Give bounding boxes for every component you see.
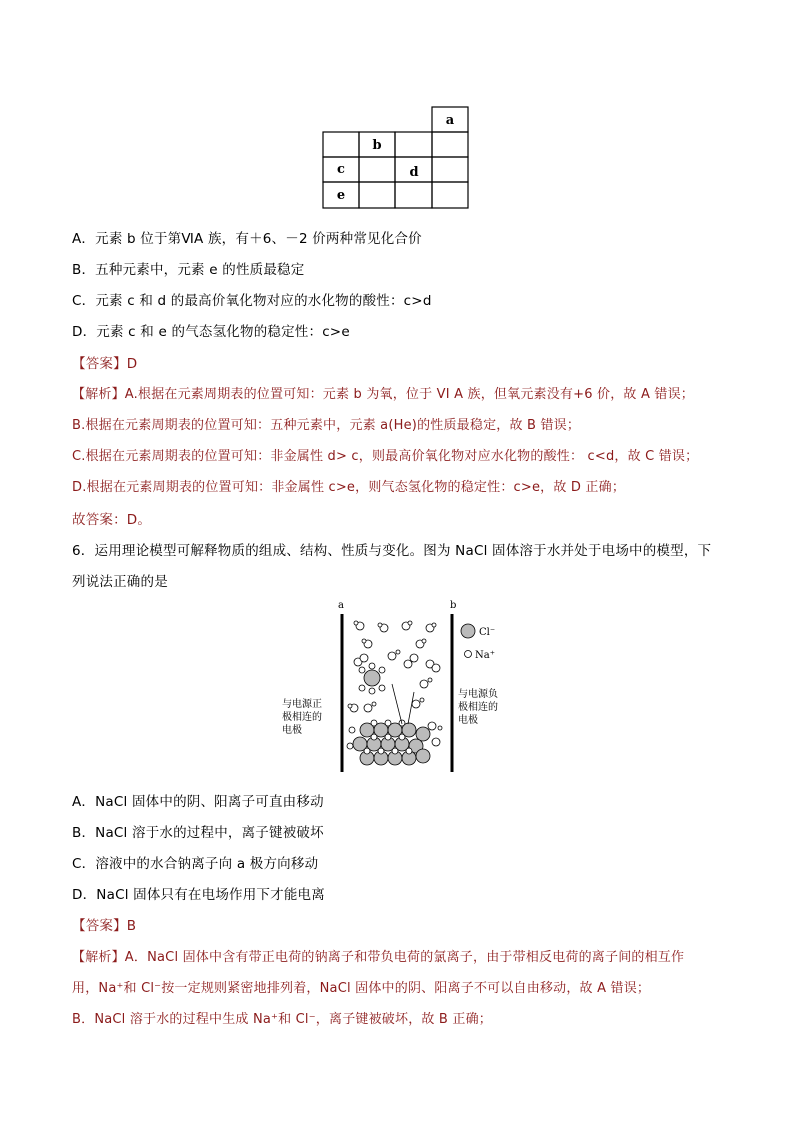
- legend-cl-label: Cl⁻: [479, 627, 496, 638]
- q5-option-a: A．元素 b 位于第ⅥA 族，有＋6、－2 价两种常见化合价: [72, 231, 422, 247]
- cell-c: c: [337, 162, 345, 177]
- electrode-a-label: a: [338, 600, 344, 611]
- left-electrode-label-2: 极相连的: [282, 712, 322, 723]
- q6-answer: 【答案】B: [72, 918, 137, 934]
- left-electrode-label-1: 与电源正: [282, 699, 322, 710]
- q6-option-b: B．NaCl 溶于水的过程中，离子键被破坏: [72, 825, 324, 841]
- electrode-b-label: b: [450, 600, 457, 611]
- q5-option-b: B．五种元素中，元素 e 的性质最稳定: [72, 262, 305, 278]
- nacl-electric-field-diagram: [280, 596, 520, 776]
- q5-final: 故答案：D。: [72, 512, 152, 528]
- q5-answer: 【答案】D: [72, 356, 138, 372]
- q5-explanation-d: D.根据在元素周期表的位置可知：非金属性 c>e，则气态氢化物的稳定性：c>e，故 D 正确；: [72, 480, 626, 495]
- q6-option-a: A．NaCl 固体中的阴、阳离子可直由移动: [72, 794, 324, 810]
- q6-explanation-line1: 【解析】A．NaCl 固体中含有带正电荷的钠离子和带负电荷的氯离子，由于带相反电荷的离子间的相互作: [72, 950, 685, 965]
- right-electrode-label-2: 极相连的: [458, 702, 498, 713]
- cell-e: e: [336, 188, 346, 203]
- left-electrode-label-3: 电极: [282, 725, 302, 736]
- q6-option-d: D．NaCl 固体只有在电场作用下才能电离: [72, 887, 325, 903]
- legend-cl-icon: [461, 624, 475, 638]
- right-electrode-label-1: 与电源负: [458, 689, 498, 700]
- cell-d: d: [409, 165, 419, 180]
- q6-explanation-line2: 用，Na⁺和 Cl⁻按一定规则紧密地排列着，NaCl 固体中的阴、阳离子不可以自由移动，故 A 错误；: [72, 981, 651, 996]
- q5-explanation-b: B.根据在元素周期表的位置可知：五种元素中，元素 a(He)的性质最稳定，故 B 错误；: [72, 418, 581, 433]
- q6-option-c: C．溶液中的水合钠离子向 a 极方向移动: [72, 856, 319, 872]
- q6-stem-line1: 6．运用理论模型可解释物质的组成、结构、性质与变化。图为 NaCl 固体溶于水并处于电场中的模型，下: [72, 543, 712, 559]
- right-electrode-label-3: 电极: [458, 715, 478, 726]
- periodic-table-fragment: [322, 106, 470, 210]
- legend-na-icon: [465, 651, 472, 658]
- cell-b: b: [372, 138, 382, 153]
- q6-explanation-line3: B．NaCl 溶于水的过程中生成 Na⁺和 Cl⁻，离子键被破坏，故 B 正确；: [72, 1012, 492, 1027]
- q5-option-d: D．元素 c 和 e 的气态氢化物的稳定性：c>e: [72, 324, 350, 340]
- q6-stem-line2: 列说法正确的是: [72, 574, 168, 590]
- cell-a: a: [445, 113, 455, 128]
- legend-na-label: Na⁺: [475, 650, 495, 661]
- q5-option-c: C．元素 c 和 d 的最高价氧化物对应的水化物的酸性：c>d: [72, 293, 432, 309]
- q5-explanation-a: 【解析】A.根据在元素周期表的位置可知：元素 b 为氧，位于 VI A 族，但氧元素没有+6 价，故 A 错误；: [72, 387, 694, 402]
- q5-explanation-c: C.根据在元素周期表的位置可知：非金属性 d> c，则最高价氧化物对应水化物的酸性： c<d，故 C 错误；: [72, 449, 699, 464]
